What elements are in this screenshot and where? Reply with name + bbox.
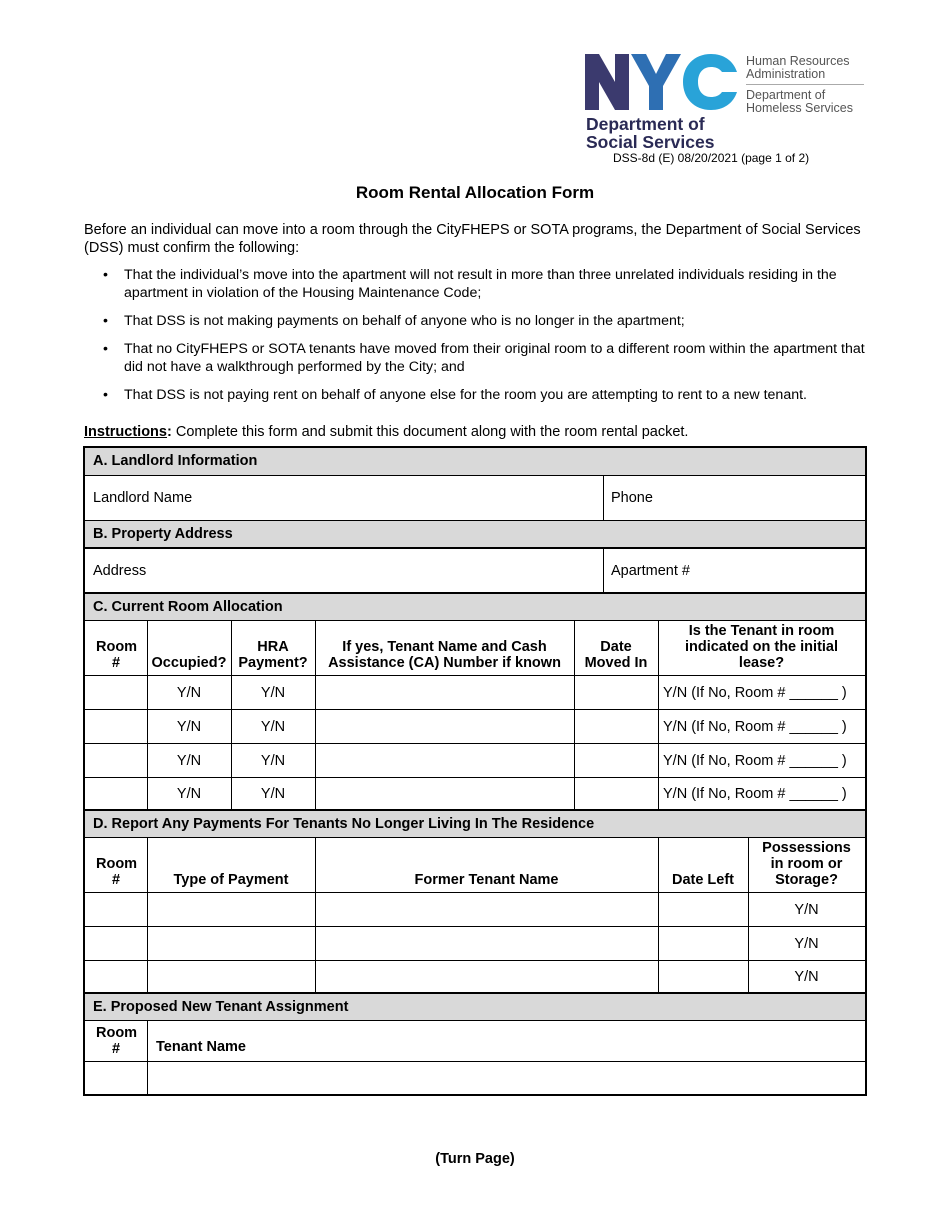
- possessions-cell[interactable]: [748, 961, 865, 993]
- list-item-text: That DSS is not making payments on behalf of anyone who is no longer in the apartment;: [124, 313, 685, 329]
- col-header-possessions-text: Possessions in room or Storage?: [762, 840, 851, 888]
- occupied-value: Y/N: [176, 786, 202, 802]
- instructions-label: Instructions: [84, 424, 167, 440]
- possessions-value: Y/N: [794, 969, 819, 985]
- section-a-header: A. Landlord Information: [85, 448, 865, 475]
- address-field[interactable]: [85, 549, 603, 593]
- phone-label: Phone: [611, 490, 653, 506]
- hra-cell[interactable]: [231, 744, 315, 777]
- nyc-dss-logo: [585, 54, 870, 150]
- occupied-cell[interactable]: [147, 710, 231, 743]
- col-header-tenant-text: If yes, Tenant Name and Cash Assistance (CA) Number if known: [328, 639, 561, 671]
- bullet-icon: •: [103, 387, 108, 403]
- section-d-header: D. Report Any Payments For Tenants No Longer Living In The Residence: [85, 811, 865, 837]
- col-header-type-text: Type of Payment: [173, 872, 289, 888]
- list-item-text: That no CityFHEPS or SOTA tenants have moved from their original room to a different room within the apartment that did not have a walkthrough performed by the City; and: [124, 341, 865, 375]
- list-item: [84, 340, 874, 376]
- list-item-text: That DSS is not paying rent on behalf of anyone else for the room you are attempting to rent to a new tenant.: [124, 387, 807, 403]
- hra-cell[interactable]: [231, 676, 315, 709]
- nyc-logo-graphic: [585, 54, 740, 110]
- apartment-label: Apartment #: [611, 563, 690, 579]
- agency-hra: Human Resources Administration: [746, 55, 864, 85]
- new-tenant-room-input[interactable]: [85, 1062, 147, 1094]
- requirements-list: [84, 266, 874, 414]
- occupied-value: Y/N: [176, 718, 202, 735]
- turn-page-note: (Turn Page): [435, 1151, 515, 1167]
- possessions-cell[interactable]: [748, 927, 865, 960]
- col-header-hra-payment: [231, 621, 315, 675]
- divider: [748, 838, 749, 993]
- occupied-value: Y/N: [176, 684, 202, 701]
- divider: [658, 621, 659, 810]
- divider: [147, 838, 148, 993]
- possessions-value: Y/N: [794, 935, 819, 952]
- hra-value: Y/N: [260, 752, 286, 769]
- lease-value: Y/N (If No, Room # ______ ): [663, 718, 847, 735]
- lease-cell[interactable]: [658, 744, 865, 777]
- col-header-tenant-name: [315, 621, 574, 675]
- occupied-value: Y/N: [176, 752, 202, 769]
- divider: [147, 621, 148, 810]
- divider: [147, 1021, 148, 1094]
- agency-dhs: Department of Homeless Services: [746, 88, 853, 115]
- possessions-value: Y/N: [794, 901, 819, 918]
- col-header-former-text: Former Tenant Name: [414, 872, 559, 888]
- hra-cell[interactable]: [231, 710, 315, 743]
- divider: [315, 621, 316, 810]
- lease-cell[interactable]: [658, 676, 865, 709]
- intro-paragraph: Before an individual can move into a room through the CityFHEPS or SOTA programs, the Department of Social Services (DSS) must confirm the following:: [84, 222, 861, 256]
- new-tenant-name-input[interactable]: [147, 1062, 865, 1094]
- divider: [231, 621, 232, 810]
- apartment-field[interactable]: [603, 549, 865, 593]
- hra-value: Y/N: [260, 718, 286, 735]
- section-c-header: C. Current Room Allocation: [85, 594, 865, 620]
- col-header-room: [85, 1021, 147, 1061]
- section-e-header: E. Proposed New Tenant Assignment: [85, 994, 865, 1020]
- lease-value: Y/N (If No, Room # ______ ): [663, 752, 847, 769]
- instructions-text: Complete this form and submit this document along with the room rental packet.: [171, 424, 689, 440]
- col-header-tenant-text: Tenant Name: [156, 1039, 246, 1055]
- col-header-occupied-text: Occupied?: [151, 655, 227, 671]
- col-header-occupied: [147, 621, 231, 675]
- divider: [315, 838, 316, 993]
- col-header-left-text: Date Left: [671, 872, 735, 888]
- bullet-icon: •: [103, 341, 108, 357]
- col-header-payment-type: [147, 838, 315, 892]
- occupied-cell[interactable]: [147, 676, 231, 709]
- col-header-hra-text: HRA Payment?: [238, 639, 308, 671]
- divider: [574, 621, 575, 810]
- col-header-possessions: [748, 838, 865, 892]
- list-item: [84, 312, 874, 330]
- nyc-wordmark: [585, 54, 740, 110]
- phone-field[interactable]: [603, 476, 865, 520]
- lease-value: Y/N (If No, Room # ______ ): [663, 786, 847, 802]
- list-item: [84, 386, 874, 404]
- list-item-text: That the individual’s move into the apartment will not result in more than three unrelated individuals residing in the apartment in violation of the Housing Maintenance Code;: [124, 267, 837, 301]
- address-label: Address: [93, 563, 147, 579]
- dss-name-text: Department of Social Services: [586, 114, 715, 152]
- col-header-room: [85, 621, 147, 675]
- col-header-room-text: Room #: [96, 856, 138, 888]
- page-title: Room Rental Allocation Form: [355, 183, 595, 202]
- col-header-lease: [658, 621, 865, 675]
- col-header-former-tenant: [315, 838, 658, 892]
- form-id: DSS-8d (E) 08/20/2021 (page 1 of 2): [613, 151, 810, 165]
- divider: [658, 838, 659, 993]
- col-header-date-moved: [574, 621, 658, 675]
- lease-cell[interactable]: [658, 710, 865, 743]
- agency-names: [746, 55, 864, 115]
- lease-cell[interactable]: [658, 778, 865, 810]
- col-header-moved-text: Date Moved In: [584, 639, 648, 671]
- hra-value: Y/N: [260, 684, 286, 701]
- col-header-tenant-name: [147, 1021, 865, 1061]
- bullet-icon: •: [103, 313, 108, 329]
- list-item: [84, 266, 874, 302]
- occupied-cell[interactable]: [147, 778, 231, 810]
- section-b-header: B. Property Address: [85, 521, 865, 548]
- col-header-room-text: Room #: [96, 639, 138, 671]
- bullet-icon: •: [103, 267, 108, 283]
- hra-value: Y/N: [260, 786, 286, 802]
- lease-value: Y/N (If No, Room # ______ ): [663, 684, 847, 701]
- hra-cell[interactable]: [231, 778, 315, 810]
- instructions: Instructions: Complete this form and submit this document along with the room rental packet.: [84, 424, 689, 440]
- col-header-date-left: [658, 838, 748, 892]
- rental-allocation-form: [83, 446, 867, 1096]
- landlord-name-field[interactable]: [85, 476, 603, 520]
- col-header-room: [85, 838, 147, 892]
- col-header-room-text: Room #: [96, 1025, 138, 1057]
- landlord-name-label: Landlord Name: [93, 490, 193, 506]
- possessions-cell[interactable]: [748, 893, 865, 926]
- dss-name: [586, 115, 726, 151]
- col-header-lease-text: Is the Tenant in room indicated on the initial lease?: [684, 623, 839, 671]
- occupied-cell[interactable]: [147, 744, 231, 777]
